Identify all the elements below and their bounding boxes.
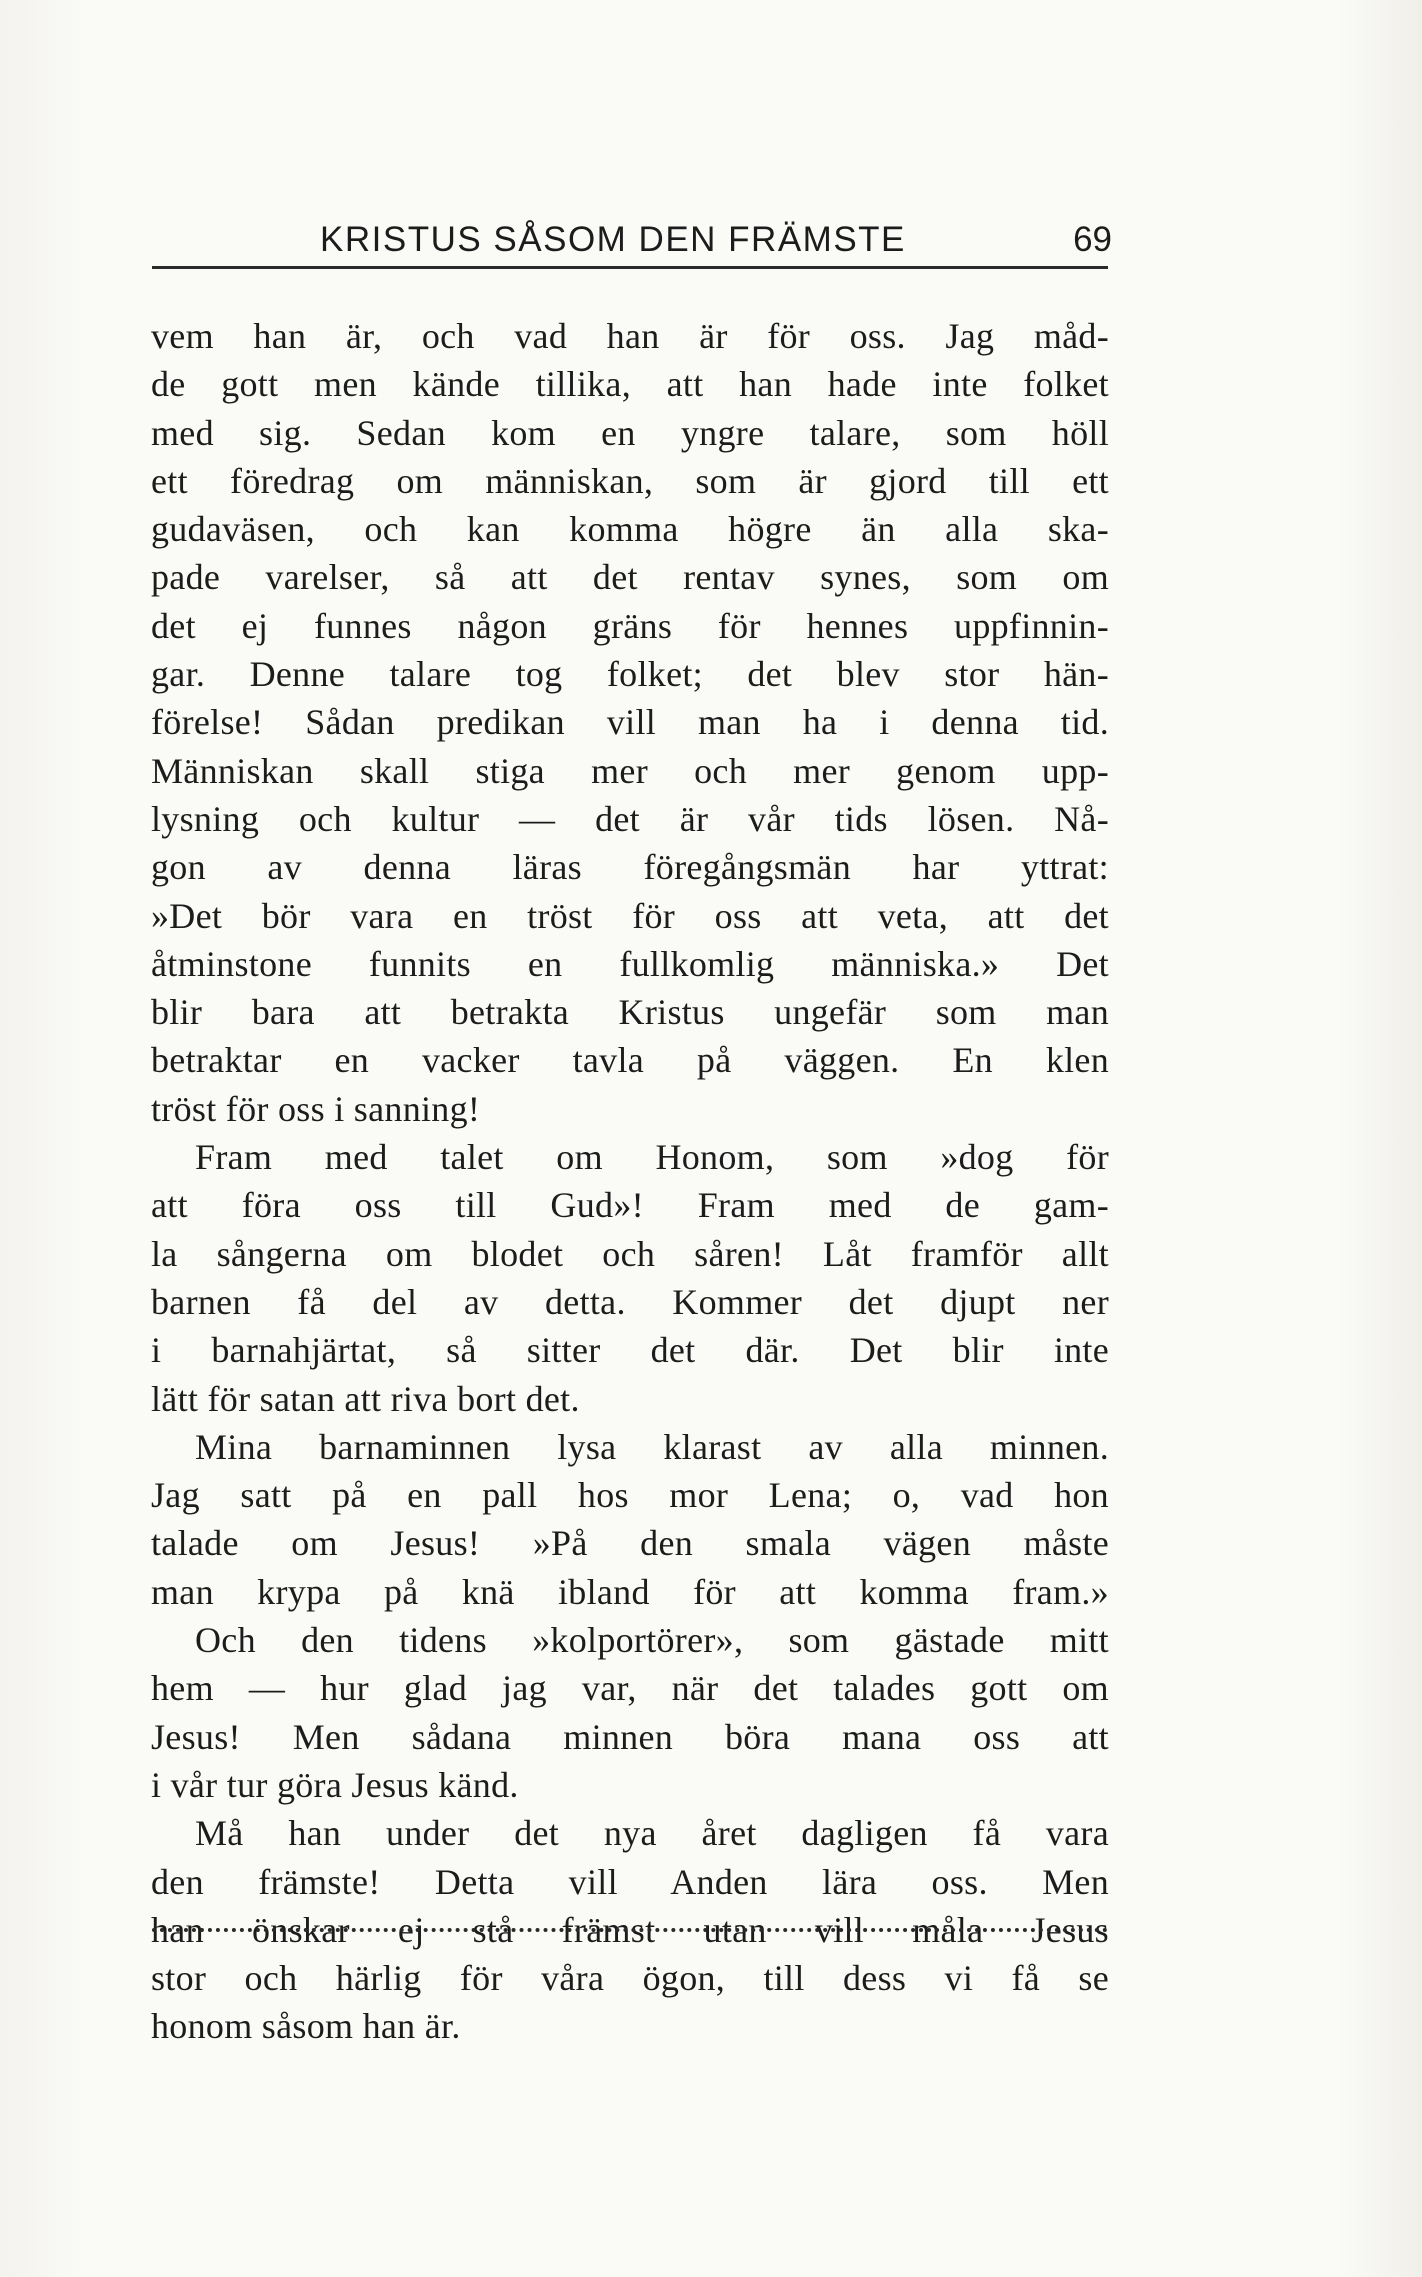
text-line: det ej funnes någon gräns för hennes uppfinnin-	[151, 605, 1109, 646]
running-head: KRISTUS SÅSOM DEN FRÄMSTE	[320, 220, 906, 259]
page-number: 69	[1073, 220, 1112, 259]
text-line: med sig. Sedan kom en yngre talare, som höll	[151, 412, 1109, 453]
text-line: ett föredrag om människan, som är gjord till ett	[151, 460, 1109, 501]
text-line: betraktar en vacker tavla på väggen. En klen	[151, 1040, 1109, 1081]
text-line: de gott men kände tillika, att han hade inte folket	[151, 364, 1109, 405]
text-line: Må han under det nya året dagligen få vara	[195, 1813, 1109, 1854]
text-line: stor och härlig för våra ögon, till dess vi få se	[151, 1958, 1109, 1999]
text-line: Fram med talet om Honom, som »dog för	[195, 1137, 1109, 1178]
text-line: i vår tur göra Jesus känd.	[151, 1764, 519, 1805]
text-line: gon av denna läras föregångsmän har yttrat:	[151, 847, 1109, 888]
text-line: Jag satt på en pall hos mor Lena; o, vad hon	[151, 1475, 1109, 1516]
text-line: i barnahjärtat, så sitter det där. Det blir inte	[151, 1330, 1109, 1371]
header-rule	[152, 266, 1108, 269]
text-line: gudaväsen, och kan komma högre än alla ska-	[151, 509, 1109, 550]
text-line: tröst för oss i sanning!	[151, 1088, 481, 1129]
text-line: honom såsom han är.	[151, 2006, 461, 2047]
text-line: lysning och kultur — det är vår tids lösen. Nå-	[151, 798, 1109, 839]
footer-dotted-rule	[152, 1928, 1108, 1932]
text-line: barnen få del av detta. Kommer det djupt ner	[151, 1281, 1109, 1322]
text-line: Människan skall stiga mer och mer genom upp-	[151, 750, 1109, 791]
body-text	[151, 312, 1109, 2051]
text-line: Mina barnaminnen lysa klarast av alla minnen.	[195, 1426, 1109, 1467]
text-line: la sångerna om blodet och såren! Låt framför allt	[151, 1233, 1109, 1274]
text-line: han önskar ej stå främst utan vill måla Jesus	[151, 1909, 1109, 1950]
text-line: gar. Denne talare tog folket; det blev stor hän-	[151, 654, 1109, 695]
text-line: pade varelser, så att det rentav synes, som om	[151, 557, 1109, 598]
text-line: hem — hur glad jag var, när det talades gott om	[151, 1668, 1109, 1709]
text-line: lätt för satan att riva bort det.	[151, 1378, 580, 1419]
text-line: förelse! Sådan predikan vill man ha i denna tid.	[151, 702, 1109, 743]
text-line: Jesus! Men sådana minnen böra mana oss att	[151, 1716, 1109, 1757]
text-line: Och den tidens »kolportörer», som gästade mitt	[195, 1620, 1109, 1661]
page-header	[152, 212, 1112, 270]
text-line: blir bara att betrakta Kristus ungefär som man	[151, 992, 1109, 1033]
text-line: man krypa på knä ibland för att komma fram.»	[151, 1571, 1109, 1612]
text-line: åtminstone funnits en fullkomlig människa.» Det	[151, 943, 1109, 984]
text-line: vem han är, och vad han är för oss. Jag måd-	[151, 316, 1109, 356]
text-line: »Det bör vara en tröst för oss att veta, att det	[151, 895, 1109, 936]
text-line: att föra oss till Gud»! Fram med de gam-	[151, 1185, 1109, 1226]
text-line: talade om Jesus! »På den smala vägen måste	[151, 1523, 1109, 1564]
text-line: den främste! Detta vill Anden lära oss. Men	[151, 1861, 1109, 1902]
